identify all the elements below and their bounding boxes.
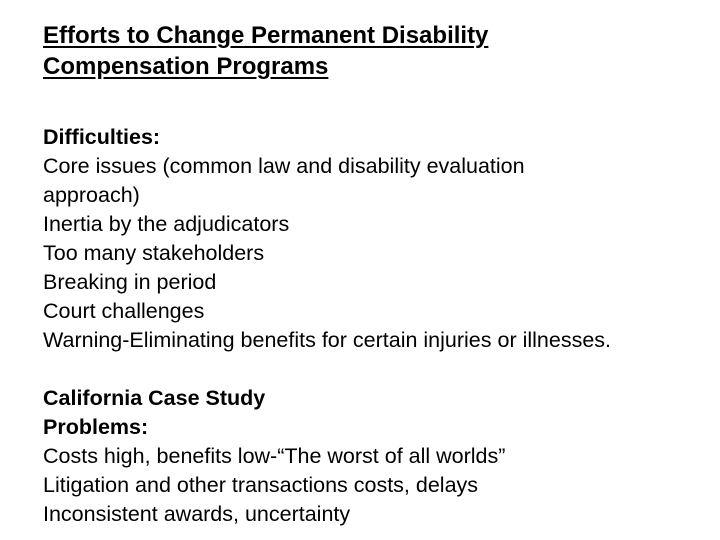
difficulty-item: Inertia by the adjudicators [43,212,290,236]
difficulty-item: approach) [43,183,140,207]
difficulty-item: Court challenges [43,299,205,323]
problems-heading: Problems: [43,415,149,439]
section-spacer [43,355,703,384]
problem-item: Litigation and other transactions costs, delays [43,473,479,497]
difficulties-heading: Difficulties: [43,125,161,149]
slide-title [43,20,683,82]
difficulty-item: Breaking in period [43,270,217,294]
difficulty-item: Core issues (common law and disability evaluation [43,154,525,178]
slide-body [43,123,703,529]
title-line-2: Compensation Programs [43,53,329,80]
title-line-1: Efforts to Change Permanent Disability [43,22,489,49]
difficulty-item: Too many stakeholders [43,241,265,265]
case-study-heading: California Case Study [43,386,266,410]
problem-item: Costs high, benefits low-“The worst of all worlds” [43,444,506,468]
difficulty-item: Warning-Eliminating benefits for certain injuries or illnesses. [43,328,611,352]
problem-item: Inconsistent awards, uncertainty [43,502,351,526]
